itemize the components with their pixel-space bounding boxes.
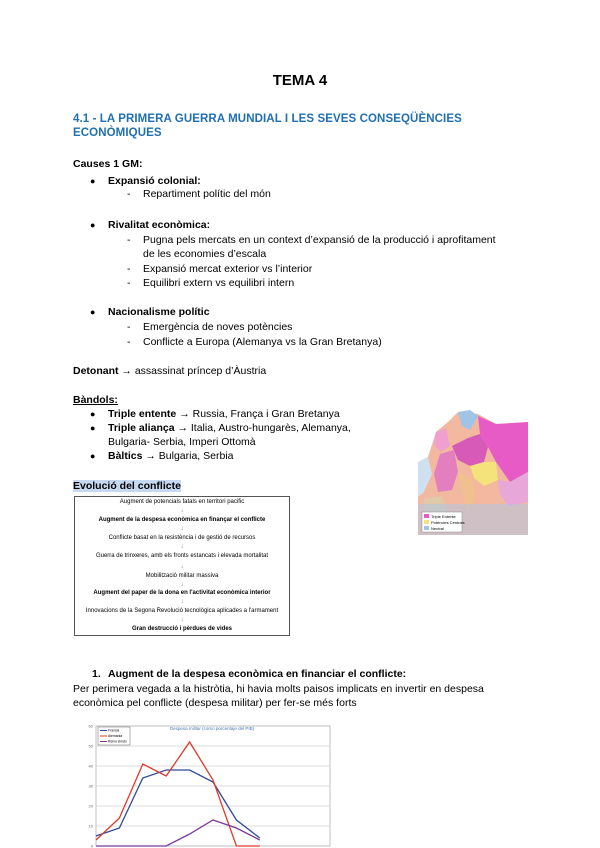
page-title: TEMA 4	[272, 72, 328, 89]
bullet-icon: ●	[90, 423, 96, 433]
bandol-text: → Italia, Austro-hungarès, Alemanya,	[177, 422, 351, 434]
dash-icon: -	[127, 263, 131, 275]
arrow-down-icon: ↓	[180, 564, 184, 570]
cause-sub: Expansió mercat exterior vs l’interior	[143, 263, 313, 275]
evolucio-heading	[73, 480, 181, 493]
legend-label: Reino Unido	[108, 739, 127, 744]
bullet-icon: ●	[90, 220, 96, 230]
cause-sub: Repartiment polític del món	[143, 188, 271, 200]
cause-sub: Emergència de noves potències	[143, 321, 293, 333]
bullet-icon: ●	[90, 409, 96, 419]
dash-icon: -	[127, 336, 131, 348]
cause-label: Rivalitat econòmica:	[108, 219, 211, 231]
bandol-text: → Bulgaria, Serbia	[145, 450, 234, 462]
bandol-item	[108, 450, 234, 463]
military-spending-chart	[74, 718, 348, 848]
bandol-item	[108, 422, 351, 435]
bandol-label: Triple entente	[108, 408, 177, 420]
point1-para-line: Per perimera vegada a la histròtia, hi havia molts paisos implicats en invertir en despesa	[73, 683, 484, 695]
bullet-icon: ●	[90, 176, 96, 186]
dash-icon: -	[127, 234, 131, 246]
dash-icon: -	[127, 188, 131, 200]
arrow-down-icon: ↓	[180, 582, 184, 588]
flow-step: Conflicte basat en la resistència i de gestió de recursos	[108, 535, 256, 541]
legend-label: Francia	[108, 728, 120, 733]
cause-sub: Pugna pels mercats en un context d’expansió de la producció i aprofitament	[143, 234, 496, 246]
dash-icon: -	[127, 321, 131, 333]
point1-heading: Augment de la despesa econòmica en financiar el conflicte:	[108, 668, 407, 680]
map-legend-entry: Neutral	[431, 526, 444, 531]
point1-number: 1.	[92, 668, 101, 680]
arrow-down-icon: ↓	[180, 508, 184, 514]
cause-sub: Equilibri extern vs equilibri intern	[143, 277, 295, 289]
section-heading: 4.1 - LA PRIMERA GUERRA MUNDIAL I LES SEVES CONSEQÜÈNCIES ECONÒMIQUES	[73, 113, 462, 139]
causes-heading: Causes 1 GM:	[73, 158, 143, 170]
cause-label: Nacionalisme polític	[108, 306, 210, 318]
bullet-icon: ●	[90, 307, 96, 317]
cause-label: Expansió colonial:	[108, 175, 201, 187]
bandol-label: Triple aliança	[108, 422, 175, 434]
chart-title: Despesa militar (como porcentaje del PIB)	[169, 726, 255, 731]
arrow-down-icon: ↓	[180, 526, 184, 532]
cause-sub: de les economies d’escala	[143, 248, 267, 260]
legend-label: Alemania	[108, 734, 123, 738]
flow-step: Gran destrucció i pèrdues de vides	[131, 626, 233, 632]
y-tick-label: 20	[88, 803, 93, 809]
arrow-down-icon: ↓	[180, 544, 184, 550]
bandol-label: Bàltics	[108, 450, 143, 462]
arrow-down-icon: ↓	[180, 617, 184, 623]
flow-step: Mobilització militar massiva	[145, 573, 219, 579]
y-tick-label: 50	[88, 743, 93, 749]
europe-alliances-map	[418, 402, 528, 535]
y-tick-label: 0	[90, 843, 93, 848]
evolution-flowchart	[74, 496, 290, 636]
flow-step: Augment de potencials fatals en territori pacific	[119, 499, 245, 505]
flow-step: Augment de la despesa econòmica en finançar el conflicte	[98, 517, 266, 523]
flow-step: Innovacions de la Segona Revolució tecnològica aplicades a l'armament	[85, 608, 279, 614]
detonant-label: Detonant	[73, 365, 119, 377]
bandol-text-cont: Bulgaria- Serbia, Imperi Ottomà	[108, 436, 256, 448]
detonant-text: → assassinat príncep d’Àustria	[121, 365, 267, 377]
y-tick-label: 40	[88, 763, 93, 769]
flow-step: Augment del paper de la dona en l'activitat econòmica interior	[93, 590, 271, 596]
bandol-text: → Russia, França i Gran Bretanya	[179, 408, 340, 420]
bandol-item	[108, 408, 340, 421]
point1-para-line: econòmica pel conflicte (despesa militar) per fer-se més forts	[73, 697, 357, 709]
arrow-down-icon: ↓	[180, 599, 184, 605]
y-tick-label: 30	[88, 783, 93, 789]
bullet-icon: ●	[90, 451, 96, 461]
flow-step: Guerra de trinxeres, amb els fronts estancats i elevada mortalitat	[95, 553, 269, 559]
map-legend-entry: Triple Entente	[431, 514, 456, 519]
bandols-heading: Bàndols:	[73, 394, 118, 406]
map-legend-entry: Potències Centrals	[431, 520, 465, 525]
evolucio-heading-text: Evolució del conflicte	[73, 480, 181, 492]
detonant-line	[73, 365, 266, 378]
dash-icon: -	[127, 277, 131, 289]
y-tick-label: 10	[88, 823, 93, 829]
cause-sub: Conflicte a Europa (Alemanya vs la Gran Bretanya)	[143, 336, 382, 348]
y-tick-label: 60	[88, 723, 93, 729]
